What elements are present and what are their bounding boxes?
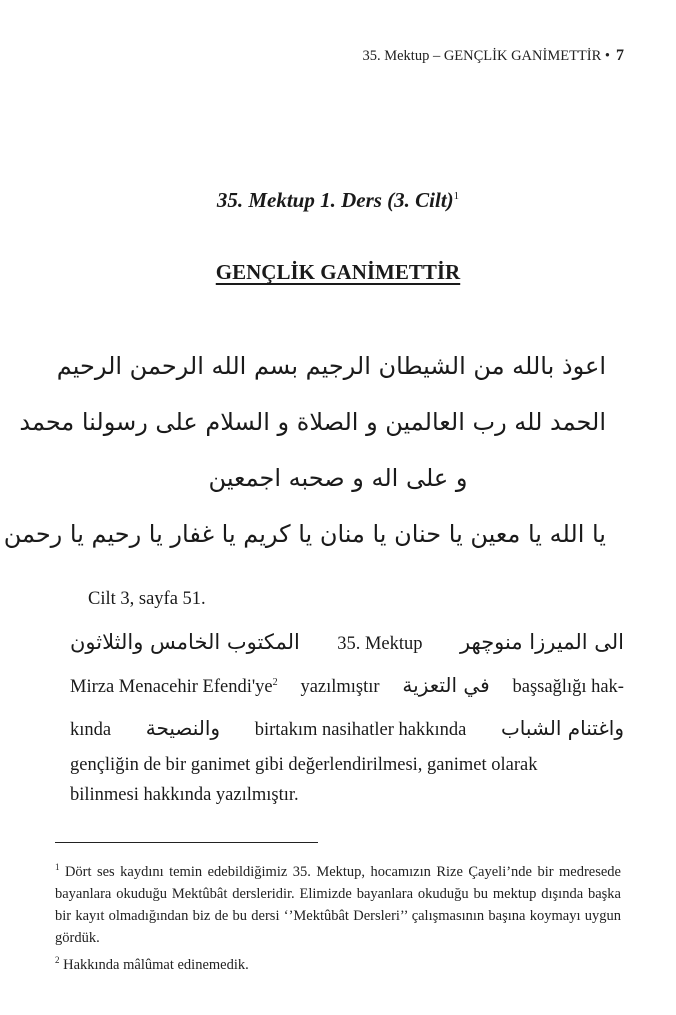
source-reference: Cilt 3, sayfa 51. — [88, 589, 206, 609]
chapter-title — [0, 188, 676, 213]
arabic-phrase: المكتوب الخامس والثلاثون — [70, 630, 300, 654]
body-line — [70, 578, 624, 621]
footnote-1 — [55, 856, 621, 949]
running-title: 35. Mektup – GENÇLİK GANİMETTİR • — [362, 48, 610, 64]
footnote-text: Dört ses kaydını temin edebildiğimiz 35. Mektup, hocamızın Rize Çayeli’nde bir medresede bayanlara okuduğu Mektûbât dersleridir. Elimizde bayanlara okuduğu bu mektup dışında başka bir kayıt olmadığından biz de bu dersi ‘’Mektûbât Dersleri’’ çalışmasının başına koymayı uygun gördük. — [55, 863, 621, 946]
page-number: 7 — [616, 47, 624, 64]
running-header — [362, 47, 624, 65]
arabic-invocation — [3, 338, 606, 562]
body-text-segment: birtakım nasihatler hakkında — [254, 720, 467, 740]
footnote-2 — [55, 949, 621, 976]
arabic-line: اعوذ بالله من الشيطان الرجيم بسم الله الرحمن الرحيم — [56, 352, 606, 380]
body-text-segment: yazılmıştır — [300, 677, 380, 697]
footnote-number: 1 — [55, 862, 60, 872]
body-line: gençliğin de bir ganimet gibi değerlendirilmesi, ganimet olarak — [70, 755, 538, 775]
footnote-text: Hakkında mâlûmat edinemedik. — [63, 956, 249, 973]
arabic-phrase: الى الميرزا منوچهر — [459, 630, 624, 654]
body-paragraph — [70, 578, 624, 810]
arabic-line: يا الله يا معين يا حنان يا منان يا كريم يا غفار يا رحيم يا رحمن — [3, 520, 606, 548]
body-line — [70, 621, 624, 664]
body-line — [70, 707, 624, 750]
body-line — [70, 664, 624, 707]
arabic-phrase: واغتنام الشباب — [500, 716, 624, 740]
footnote-divider — [55, 842, 318, 843]
body-line: bilinmesi hakkında yazılmıştır. — [70, 785, 299, 805]
letter-number: 35. Mektup — [337, 634, 423, 654]
body-text-segment: başsağlığı hak- — [512, 677, 624, 697]
arabic-phrase: والنصيحة — [145, 716, 221, 740]
body-text-segment: Mirza Menacehir Efendi'ye$^2$ — [70, 676, 278, 697]
footnote-ref-2[interactable]: 2 — [272, 676, 278, 688]
arabic-line: الحمد لله رب العالمين و الصلاة و السلام على رسولنا محمد — [19, 408, 606, 436]
footnotes — [55, 856, 621, 976]
arabic-line: و على اله و صحبه اجمعين — [208, 464, 468, 492]
body-text-segment: kında — [70, 720, 112, 740]
footnote-number: 2 — [55, 954, 60, 965]
page-title: GENÇLİK GANİMETTİR — [215, 260, 461, 284]
footnote-ref-1[interactable]: 1 — [453, 190, 460, 202]
chapter-title-text: 35. Mektup 1. Ders (3. Cilt) — [216, 188, 454, 212]
arabic-phrase: في التعزية — [402, 673, 490, 697]
